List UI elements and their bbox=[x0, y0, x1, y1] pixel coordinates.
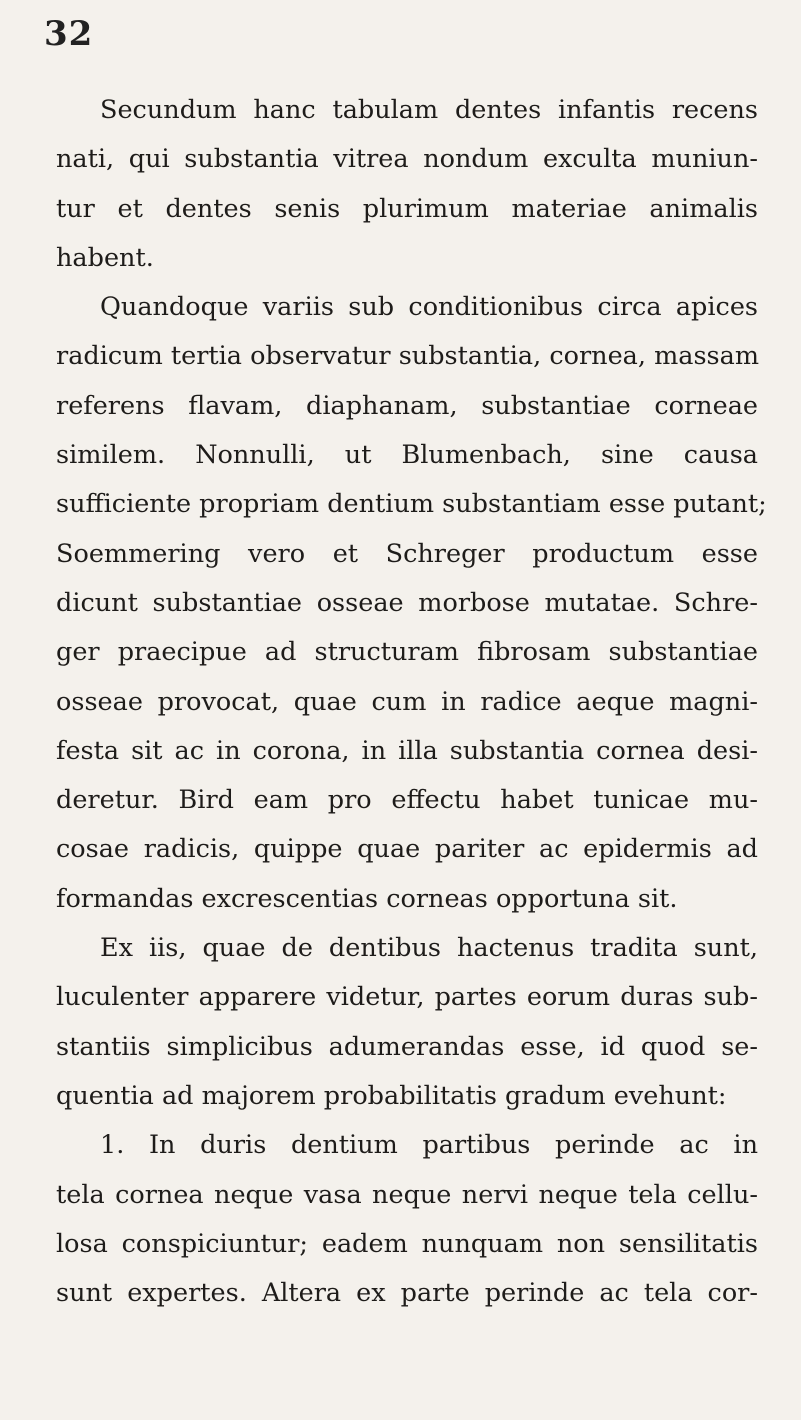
text-line: tur et dentes senis plurimum materiae animalis bbox=[56, 193, 758, 224]
text-line: quentia ad majorem probabilitatis gradum evehunt: bbox=[56, 1080, 727, 1111]
text-line: losa conspiciuntur; eadem nunquam non sensilitatis bbox=[56, 1228, 758, 1259]
text-line: Secundum hanc tabulam dentes infantis recens bbox=[100, 95, 758, 125]
text-line: 1. In duris dentium partibus perinde ac in bbox=[100, 1130, 758, 1161]
text-line: nati, qui substantia vitrea nondum exculta muniun- bbox=[56, 144, 758, 175]
text-line: Ex iis, quae de dentibus hactenus tradita sunt, bbox=[100, 933, 758, 964]
text-line: sufficiente propriam dentium substantiam esse putant; bbox=[56, 489, 767, 520]
text-line: Quandoque variis sub conditionibus circa apices bbox=[100, 292, 758, 323]
text-line: osseae provocat, quae cum in radice aeque magni- bbox=[56, 686, 758, 717]
text-line: ger praecipue ad structuram fibrosam substantiae bbox=[56, 637, 758, 668]
text-line: similem. Nonnulli, ut Blumenbach, sine causa bbox=[56, 440, 758, 471]
text-line: formandas excrescentias corneas opportuna sit. bbox=[56, 883, 678, 914]
text-body bbox=[56, 86, 767, 1318]
text-line: radicum tertia observatur substantia, cornea, massam bbox=[56, 341, 760, 372]
page-number: 32 bbox=[44, 14, 94, 54]
text-line: stantiis simplicibus adumerandas esse, id quod se- bbox=[56, 1031, 758, 1062]
text-line: cosae radicis, quippe quae pariter ac epidermis ad bbox=[56, 834, 758, 865]
text-line: Soemmering vero et Schreger productum esse bbox=[56, 538, 758, 569]
text-line: festa sit ac in corona, in illa substantia cornea desi- bbox=[56, 735, 758, 766]
text-line: luculenter apparere videtur, partes eorum duras sub- bbox=[56, 982, 758, 1013]
text-line: referens flavam, diaphanam, substantiae corneae bbox=[56, 390, 758, 421]
text-line: habent. bbox=[56, 242, 154, 273]
text-line: dicunt substantiae osseae morbose mutatae. Schre- bbox=[56, 587, 758, 618]
text-line: sunt expertes. Altera ex parte perinde ac tela cor- bbox=[56, 1278, 758, 1309]
text-line: tela cornea neque vasa neque nervi neque tela cellu- bbox=[56, 1179, 758, 1210]
text-line: deretur. Bird eam pro effectu habet tunicae mu- bbox=[56, 785, 758, 816]
